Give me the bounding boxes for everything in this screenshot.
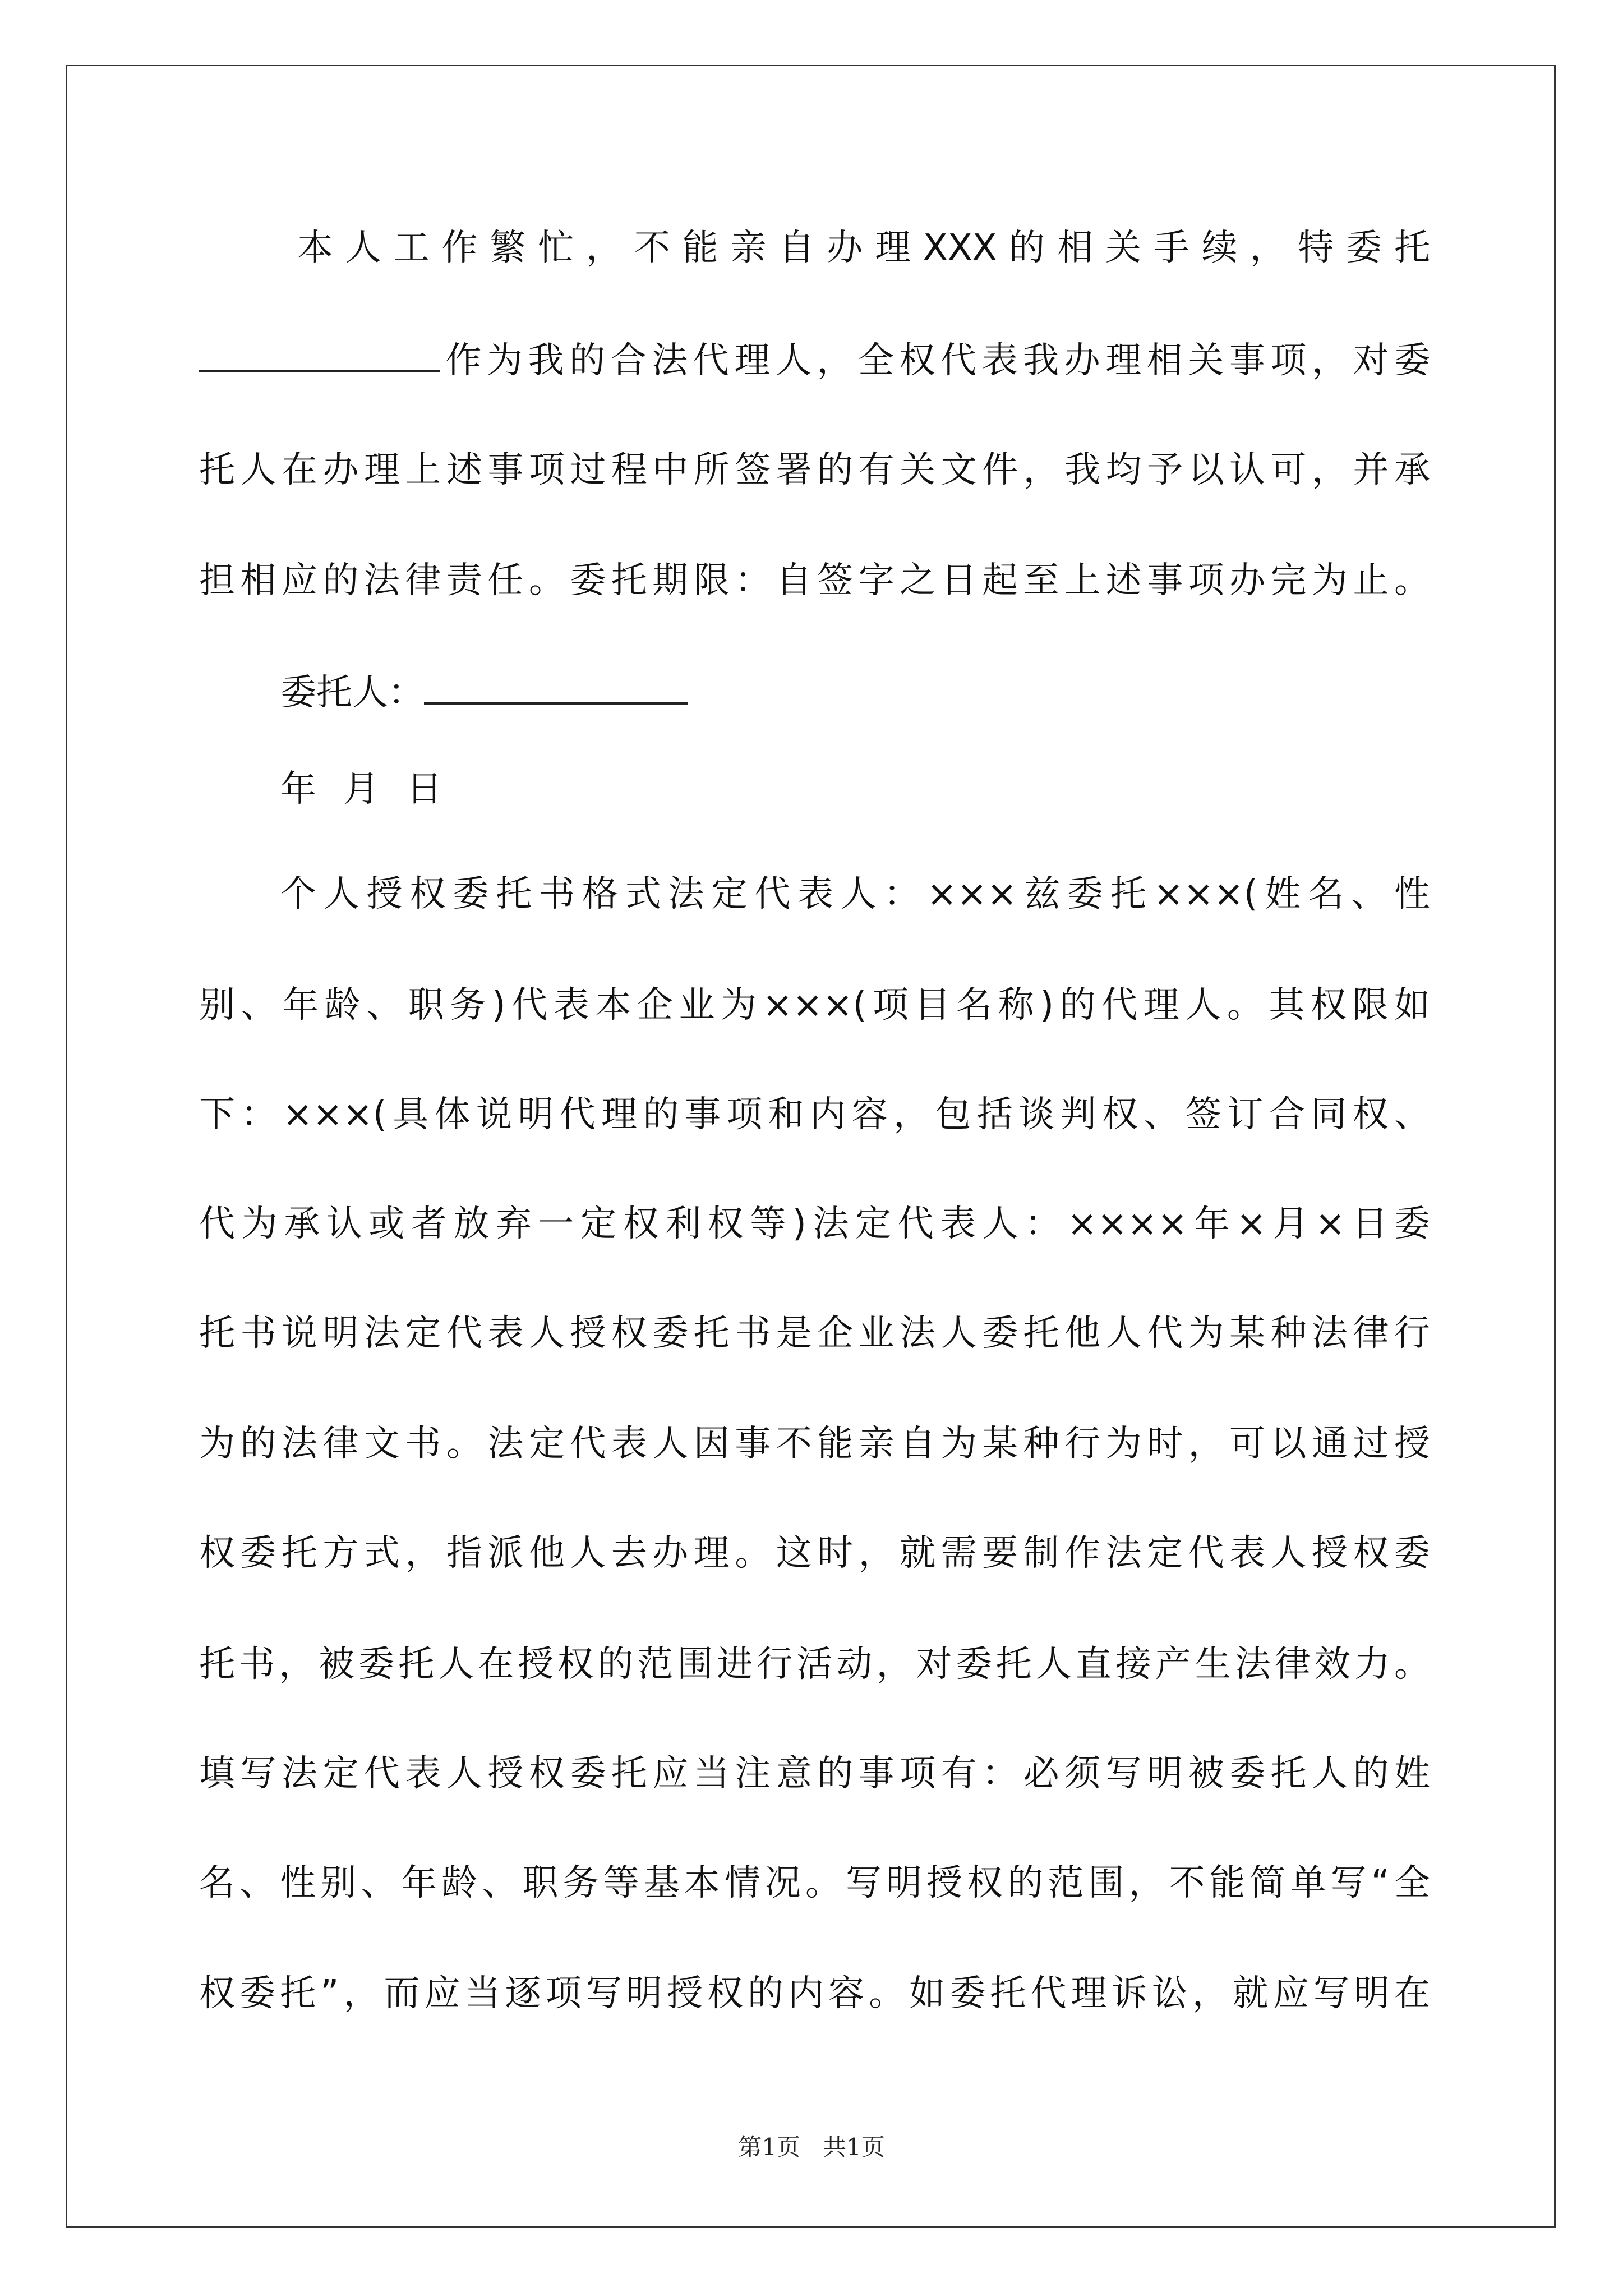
- paragraph-line: [199, 984, 1430, 1026]
- page-footer: [0, 2129, 1623, 2162]
- line-text: 个人授权委托书格式法定代表人：×××兹委托×××(姓名、性: [280, 873, 1430, 915]
- line-text: 填写法定代表人授权委托应当注意的事项有：必须写明被委托人的姓: [199, 1753, 1430, 1795]
- blank-underline: [199, 341, 440, 372]
- paragraph-line: [199, 341, 1430, 379]
- line-text: 托书说明法定代表人授权委托书是企业法人委托他人代为某种法律行: [199, 1313, 1430, 1354]
- line-text: 作为我的合法代理人，全权代表我办理相关事项，对委: [440, 340, 1430, 381]
- line-text: 本人工作繁忙，不能亲自办理XXX的相关手续，特委托: [297, 227, 1430, 269]
- paragraph-line: [199, 560, 1430, 601]
- paragraph-line: [199, 1862, 1430, 1904]
- paragraph-line: [199, 1313, 1430, 1354]
- page-total: 共1页: [823, 2133, 885, 2161]
- paragraph-line: [199, 449, 1430, 491]
- signature-underline: [424, 673, 688, 705]
- page-number: 第1页: [738, 2133, 800, 2161]
- line-text: 别、年龄、职务)代表本企业为×××(项目名称)的代理人。其权限如: [199, 984, 1430, 1026]
- line-text: 年 月 日: [280, 769, 442, 810]
- line-text: 托人在办理上述事项过程中所签署的有关文件，我均予以认可，并承: [199, 449, 1430, 491]
- line-text: 权委托方式，指派他人去办理。这时，就需要制作法定代表人授权委: [199, 1533, 1430, 1574]
- paragraph-line: [280, 873, 1430, 915]
- paragraph-line: [199, 1423, 1430, 1465]
- line-text: 委托人：: [280, 672, 424, 714]
- date-line: [280, 769, 617, 810]
- line-text: 托书，被委托人在授权的范围进行活动，对委托人直接产生法律效力。: [199, 1644, 1430, 1685]
- signature-line: [280, 672, 953, 714]
- line-text: 为的法律文书。法定代表人因事不能亲自为某种行为时，可以通过授: [199, 1423, 1430, 1465]
- paragraph-line: [199, 1644, 1430, 1685]
- line-text: 担相应的法律责任。委托期限：自签字之日起至上述事项办完为止。: [199, 560, 1430, 601]
- line-text: 名、性别、年龄、职务等基本情况。写明授权的范围，不能简单写“全: [199, 1862, 1430, 1904]
- paragraph-line: [199, 1753, 1430, 1795]
- paragraph-line: [199, 1203, 1430, 1245]
- paragraph-line: [199, 1533, 1430, 1574]
- line-text: 下：×××(具体说明代理的事项和内容，包括谈判权、签订合同权、: [199, 1094, 1430, 1135]
- line-text: 权委托”，而应当逐项写明授权的内容。如委托代理诉讼，就应写明在: [199, 1973, 1430, 2014]
- paragraph-line: [297, 227, 1430, 269]
- paragraph-line: [199, 1094, 1430, 1135]
- paragraph-line: [199, 1973, 1430, 2014]
- line-text: 代为承认或者放弃一定权利权等)法定代表人：××××年×月×日委: [199, 1203, 1430, 1245]
